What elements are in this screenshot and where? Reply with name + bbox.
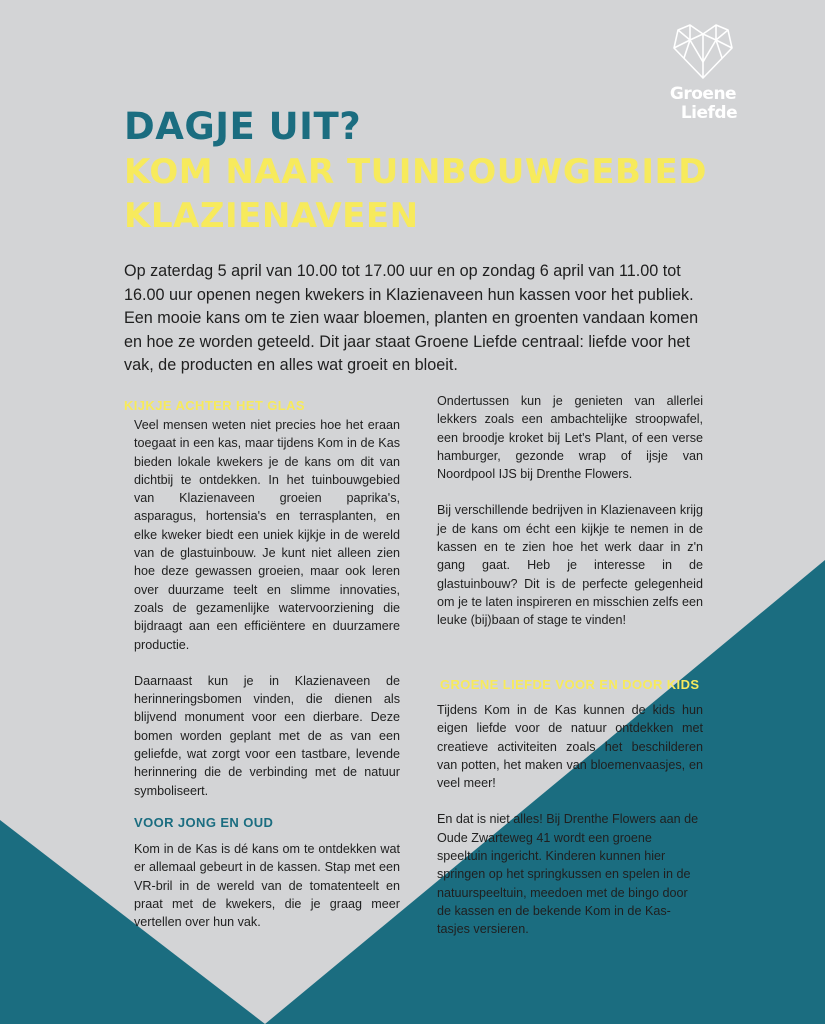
kids-paragraph-2: En dat is niet alles! Bij Drenthe Flowers aan de Oude Zwarteweg 41 wordt een groene speeltuin ingericht. Kinderen kunnen hier springen op het springkussen en spelen in de natuurspeeltuin, meedoen met de bingo door de kassen en de bekende Kom in de Kas-tasjes versieren. <box>437 812 699 937</box>
page-title <box>124 104 707 238</box>
kijkje-paragraph-2: Daarnaast kun je in Klazienaveen de herinneringsbomen vinden, die dienen als blijvend monument voor een dierbare. Deze bomen worden geplant met de as van een geliefde, wat zorgt voor een tastbare, levende herinnering die de verbinding met de natuur symboliseert. <box>134 673 400 798</box>
right-column <box>437 392 703 648</box>
heading-groene-liefde-kids: GROENE LIEFDE VOOR EN DOOR KIDS <box>440 677 700 692</box>
title-line-2: KOM NAAR TUINBOUWGEBIED <box>124 152 707 192</box>
kids-paragraph-1: Tijdens Kom in de Kas kunnen de kids hun eigen liefde voor de natuur ontdekken met creatieve activiteiten zoals het beschilderen van potten, het maken van bloemenvaasjes, en veel meer! <box>437 703 703 791</box>
left-column <box>134 416 400 818</box>
title-line-3: KLAZIENAVEEN <box>124 196 419 236</box>
right-paragraph-2: Bij verschillende bedrijven in Klazienaveen krijg je de kans om écht een kijkje te nemen in de kassen en te zien hoe het werk daar in z'n gang gaat. Heb je interesse in de glastuinbouw? Dit is de perfecte gelegenheid om je te laten inspireren en misschien zelfs een leuke (bij)baan of stage te vinden! <box>437 503 703 628</box>
kids-column <box>437 701 703 957</box>
kijkje-paragraph-1: Veel mensen weten niet precies hoe het eraan toegaat in een kas, maar tijdens Kom in de Kas bieden lokale kwekers je de kans om dit van dichtbij te ontdekken. In het tuinbouwgebied van Klazienaveen groeien paprika's, asparagus, hortensia's en terrasplanten, en elke kweker biedt een uniek kijkje in de wereld van de glastuinbouw. Je kunt niet alleen zien hoe deze gewassen groeien, maar ook leren over duurzame teelt en slimme innovaties, zoals de gezamenlijke watervoorziening die bijdraagt aan een efficiëntere en duurzamere productie. <box>134 418 400 652</box>
jong-oud-column <box>134 840 400 949</box>
title-line-1: DAGJE UIT? <box>124 105 362 148</box>
right-paragraph-1: Ondertussen kun je genieten van allerlei lekkers zoals een ambachtelijke stroopwafel, een broodje kroket bij Let's Plant, of een verse hamburger, gezonde wrap of ijsje van Noordpool IJS bij Drenthe Flowers. <box>437 394 703 482</box>
heart-outline-icon <box>670 22 736 82</box>
logo-text-groene: Groene <box>669 84 737 104</box>
heading-voor-jong-en-oud: VOOR JONG EN OUD <box>134 815 274 830</box>
logo-text-liefde: Liefde <box>680 103 738 123</box>
jong-oud-paragraph: Kom in de Kas is dé kans om te ontdekken wat er allemaal gebeurt in de kassen. Stap met een VR-bril in de wereld van de tomatenteelt en praat met de kwekers, die je graag meer vertellen over hun vak. <box>134 842 400 930</box>
heading-kijkje-achter-het-glas: KIJKJE ACHTER HET GLAS <box>124 398 305 413</box>
intro-paragraph: Op zaterdag 5 april van 10.00 tot 17.00 uur en op zondag 6 april van 11.00 tot 16.00 uur openen negen kwekers in Klazienaveen hun kassen voor het publiek. Een mooie kans om te zien waar bloemen, planten en groenten vandaan komen en hoe ze worden geteeld. Dit jaar staat Groene Liefde centraal: liefde voor het vak, de producten en alles wat groeit en bloeit. <box>124 262 699 375</box>
